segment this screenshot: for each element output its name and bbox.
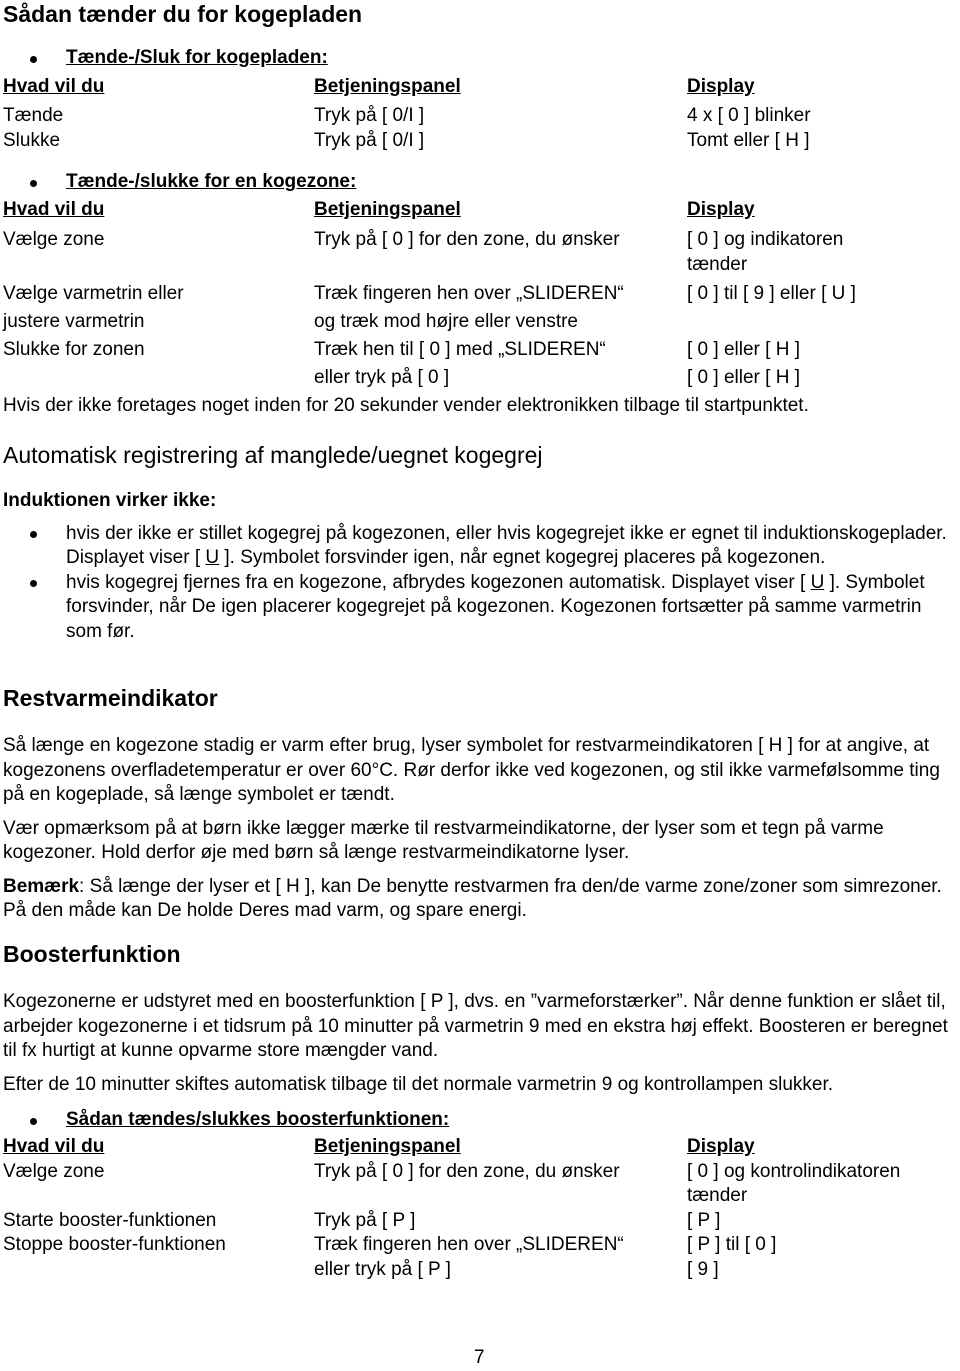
header-panel: Betjeningspanel — [314, 199, 461, 220]
section-power — [3, 46, 958, 72]
zone-table — [3, 198, 958, 419]
header-display: Display — [687, 199, 755, 220]
bullet-icon — [30, 580, 37, 587]
rest-paragraph: Så længe en kogezone stadig er varm efter brug, lyser symbolet for restvarmeindikatoren [ H ] for at angive, at kogezonens overfladetemperatur er over 60°C. Rør derfor ikke ved kogezonen, og stil ikke varmefølsomme ting på en kogeplade, så længe symbolet er tændt. — [3, 735, 940, 805]
bullet-icon — [30, 180, 37, 187]
header-display: Display — [687, 76, 755, 97]
rest-paragraph: Vær opmærksom på at børn ikke lægger mærke til restvarmeindikatorne, der lyser som et tegn på varme kogezoner. Hold derfor øje med børn så længe restvarmeindikatorne lyser. — [3, 817, 884, 863]
power-table — [3, 75, 958, 153]
list-item: hvis kogegrej fjernes fra en kogezone, afbrydes kogezonen automatisk. Displayet viser [ U ]. Symbolet forsvinder, når De igen placerer kogegrejet på kogezonen. Kogezonen fortsætter på samme varmetrin som før. — [3, 571, 958, 645]
header-what: Hvad vil du — [3, 199, 105, 220]
section-rest — [3, 684, 958, 933]
table-row: Starte booster-funktionen Tryk på [ P ] [ P ] — [3, 1209, 721, 1231]
section-auto — [3, 441, 958, 644]
table-header — [3, 198, 958, 228]
booster-table — [3, 1135, 958, 1282]
table-row: Tænde Tryk på [ 0/I ] 4 x [ 0 ] blinker — [3, 104, 811, 126]
list-item: hvis der ikke er stillet kogegrej på kogezonen, eller hvis kogegrejet ikke er egnet til induktionskogeplader. Displayet viser [ U ]. Symbolet forsvinder igen, når egnet kogegrej placeres på kogezonen. — [3, 522, 958, 571]
rest-heading: Restvarmeindikator — [3, 685, 218, 711]
auto-heading: Automatisk registrering af manglede/uegnet kogegrej — [3, 442, 543, 468]
page-title: Sådan tænder du for kogepladen — [3, 1, 363, 27]
auto-subheading: Induktionen virker ikke: — [3, 490, 217, 511]
table-row: eller tryk på [ 0 ] [ 0 ] eller [ H ] — [314, 367, 800, 388]
section-zone-heading: Tænde-/slukke for en kogezone: — [3, 170, 958, 196]
section-booster — [3, 940, 958, 1106]
header-what: Hvad vil du — [3, 76, 105, 97]
rest-note: Bemærk: Så længe der lyser et [ H ], kan De benytte restvarmen fra den/de varme zone/zoner som simrezoner. På den måde kan De holde Deres mad varm, og spare energi. — [3, 875, 942, 921]
bullet-icon — [30, 56, 37, 63]
section-power-heading: Tænde-/Sluk for kogepladen: — [3, 46, 958, 72]
table-row: Slukke Tryk på [ 0/I ] Tomt eller [ H ] — [3, 129, 810, 151]
booster-heading: Boosterfunktion — [3, 941, 181, 967]
header-panel: Betjeningspanel — [314, 76, 461, 97]
booster-toggle-heading: Sådan tændes/slukkes boosterfunktionen: — [3, 1108, 958, 1134]
bullet-icon — [30, 1118, 37, 1125]
header-display: Display — [687, 1136, 755, 1157]
table-row: Stoppe booster-funktionen Træk fingeren hen over „SLIDEREN“ [ P ] til [ 0 ] — [3, 1234, 777, 1255]
section-booster-toggle — [3, 1108, 958, 1134]
section-zone — [3, 170, 958, 196]
zone-note: Hvis der ikke foretages noget inden for 20 sekunder vender elektronikken tilbage til startpunktet. — [3, 395, 809, 416]
table-row: justere varmetrin og træk mod højre eller venstre — [3, 311, 578, 332]
header-panel: Betjeningspanel — [314, 1136, 461, 1157]
table-row: eller tryk på [ P ] [ 9 ] — [314, 1258, 719, 1280]
table-header — [3, 1135, 958, 1160]
table-row: Slukke for zonen Træk hen til [ 0 ] med „SLIDEREN“ [ 0 ] eller [ H ] — [3, 339, 800, 360]
booster-paragraph: Kogezonerne er udstyret med en boosterfunktion [ P ], dvs. en ”varmeforstærker”. Når denne funktion er slået til, arbejder kogezonerne i et tidsrum på 10 minutter på varmetrin 9 med en ekstra høj effekt. Boosteren er beregnet til fx hurtigt at kunne opvarme store mængder vand. — [3, 991, 948, 1061]
page-number: 7 — [474, 1347, 485, 1368]
bullet-icon — [30, 531, 37, 538]
table-row: Vælge varmetrin eller Træk fingeren hen over „SLIDEREN“ [ 0 ] til [ 9 ] eller [ U ] — [3, 283, 856, 304]
table-row: Vælge zone Tryk på [ 0 ] for den zone, du ønsker [ 0 ] og indikatoren tænder — [3, 229, 844, 275]
table-row: Vælge zone Tryk på [ 0 ] for den zone, du ønsker [ 0 ] og kontrolindikatoren tænder — [3, 1160, 901, 1206]
booster-paragraph: Efter de 10 minutter skiftes automatisk tilbage til det normale varmetrin 9 og kontrollampen slukker. — [3, 1073, 834, 1095]
table-header — [3, 75, 958, 100]
header-what: Hvad vil du — [3, 1136, 105, 1157]
